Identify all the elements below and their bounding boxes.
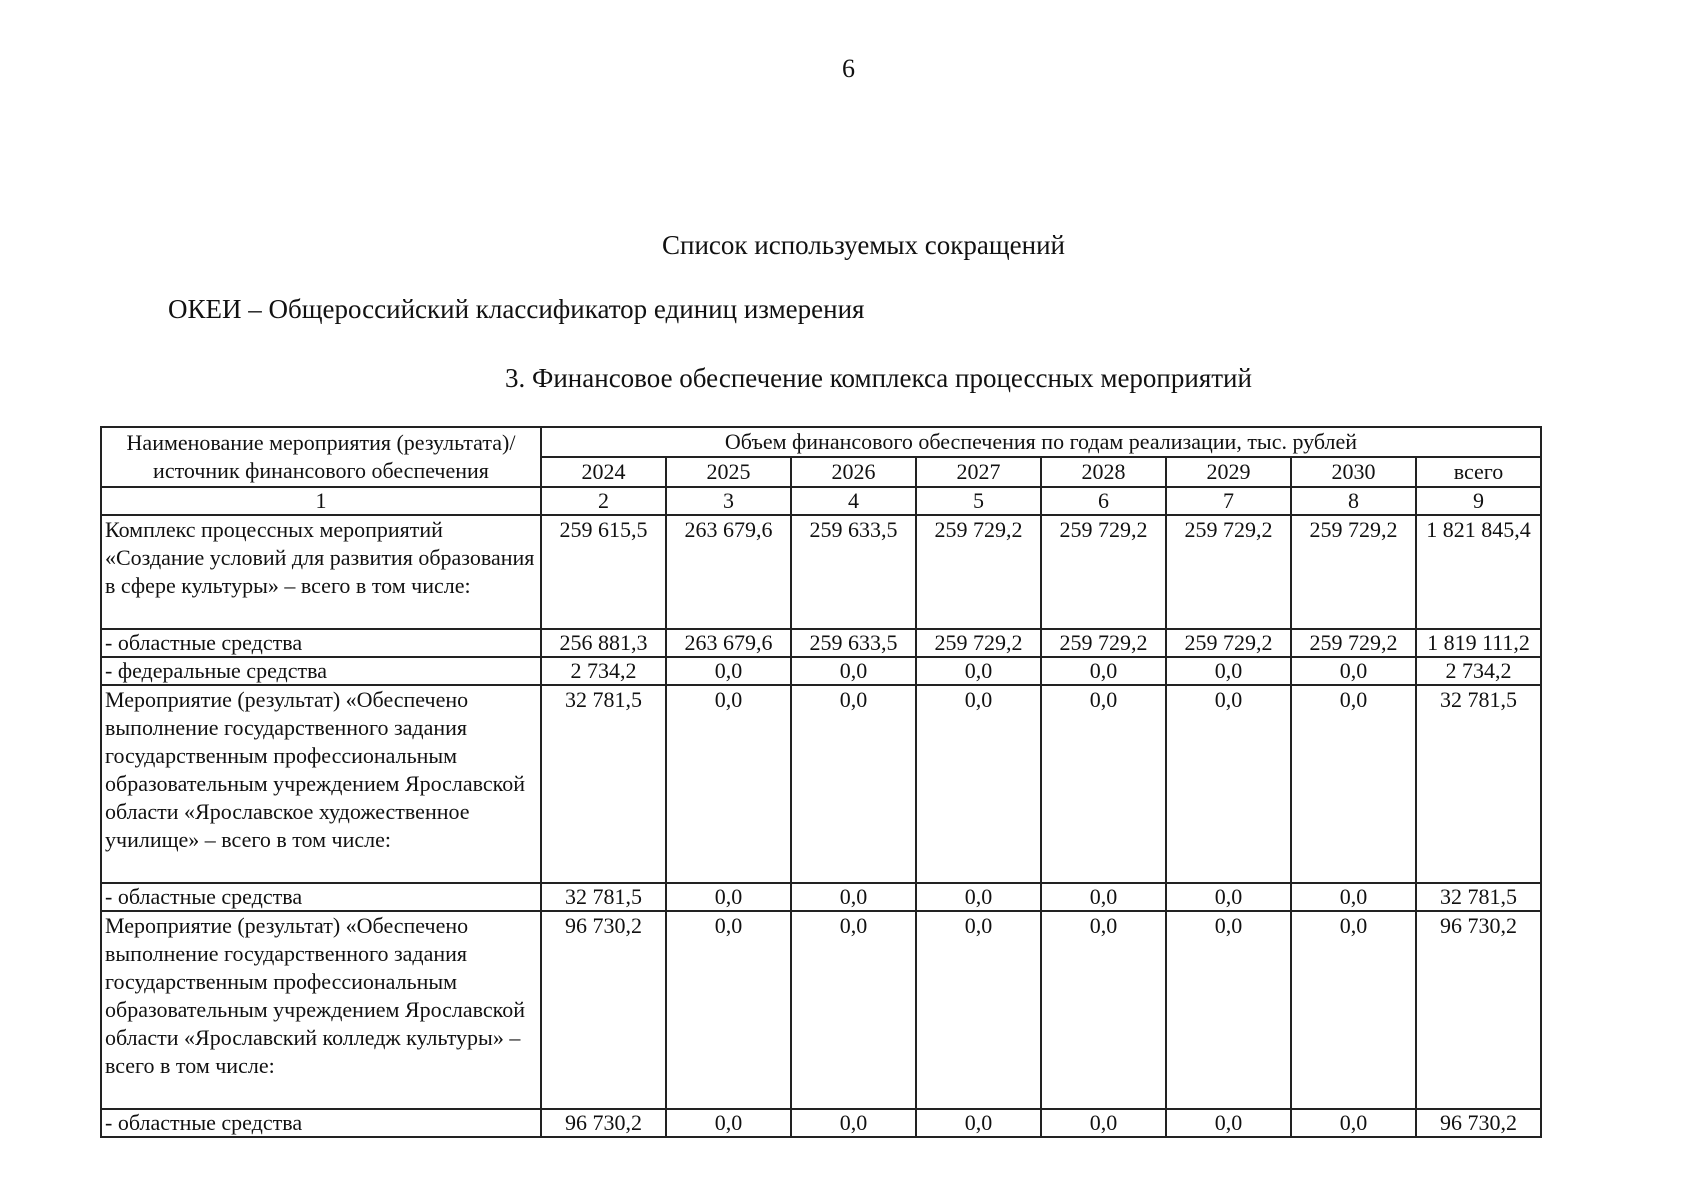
cell-value: 259 729,2 bbox=[1166, 629, 1291, 657]
table-row bbox=[101, 685, 1541, 883]
header-year: 2028 bbox=[1041, 457, 1166, 487]
cell-value: 0,0 bbox=[1041, 883, 1166, 911]
cell-value: 259 729,2 bbox=[1041, 629, 1166, 657]
column-number: 9 bbox=[1416, 487, 1541, 515]
cell-value: 0,0 bbox=[1166, 657, 1291, 685]
column-number: 3 bbox=[666, 487, 791, 515]
cell-value: 0,0 bbox=[1041, 1109, 1166, 1137]
cell-value: 259 729,2 bbox=[1166, 515, 1291, 629]
column-number: 5 bbox=[916, 487, 1041, 515]
cell-value: 32 781,5 bbox=[541, 883, 666, 911]
cell-value: 96 730,2 bbox=[541, 911, 666, 1109]
header-total: всего bbox=[1416, 457, 1541, 487]
cell-value: 0,0 bbox=[791, 1109, 916, 1137]
header-year: 2027 bbox=[916, 457, 1041, 487]
cell-value: 0,0 bbox=[916, 1109, 1041, 1137]
page-number: 6 bbox=[842, 54, 855, 83]
row-name: Комплекс процессных мероприятий «Создание условий для развития образования в сфере культуры» – всего в том числе: bbox=[101, 515, 541, 629]
cell-value: 0,0 bbox=[791, 883, 916, 911]
cell-total: 32 781,5 bbox=[1416, 685, 1541, 883]
financing-table bbox=[100, 426, 1542, 1138]
header-name: Наименование мероприятия (результата)/ источник финансового обеспечения bbox=[101, 427, 541, 487]
column-number: 8 bbox=[1291, 487, 1416, 515]
row-name: - областные средства bbox=[101, 1109, 541, 1137]
header-year: 2026 bbox=[791, 457, 916, 487]
cell-value: 259 615,5 bbox=[541, 515, 666, 629]
header-year: 2030 bbox=[1291, 457, 1416, 487]
cell-value: 0,0 bbox=[1166, 911, 1291, 1109]
cell-value: 0,0 bbox=[1291, 1109, 1416, 1137]
row-name: Мероприятие (результат) «Обеспечено выполнение государственного задания государственным профессиональным образовательным учреждением Ярославской области «Ярославское художественное училище» – всего в том числе: bbox=[101, 685, 541, 883]
column-number: 4 bbox=[791, 487, 916, 515]
table-row bbox=[101, 1109, 1541, 1137]
cell-value: 0,0 bbox=[1041, 657, 1166, 685]
cell-value: 2 734,2 bbox=[541, 657, 666, 685]
cell-value: 259 729,2 bbox=[1041, 515, 1166, 629]
cell-value: 0,0 bbox=[666, 1109, 791, 1137]
cell-value: 0,0 bbox=[666, 911, 791, 1109]
column-number: 1 bbox=[101, 487, 541, 515]
cell-total: 96 730,2 bbox=[1416, 911, 1541, 1109]
cell-value: 256 881,3 bbox=[541, 629, 666, 657]
abbreviation-item: ОКЕИ – Общероссийский классификатор единиц измерения bbox=[168, 294, 865, 324]
cell-value: 263 679,6 bbox=[666, 515, 791, 629]
cell-value: 0,0 bbox=[666, 657, 791, 685]
cell-value: 96 730,2 bbox=[541, 1109, 666, 1137]
cell-value: 0,0 bbox=[916, 883, 1041, 911]
table-row bbox=[101, 883, 1541, 911]
cell-value: 0,0 bbox=[791, 911, 916, 1109]
cell-value: 0,0 bbox=[916, 657, 1041, 685]
cell-value: 0,0 bbox=[916, 911, 1041, 1109]
cell-total: 1 821 845,4 bbox=[1416, 515, 1541, 629]
table-row bbox=[101, 657, 1541, 685]
cell-value: 0,0 bbox=[1166, 1109, 1291, 1137]
row-name: - областные средства bbox=[101, 883, 541, 911]
cell-value: 0,0 bbox=[1291, 657, 1416, 685]
cell-value: 259 633,5 bbox=[791, 629, 916, 657]
cell-value: 0,0 bbox=[1291, 911, 1416, 1109]
header-year: 2025 bbox=[666, 457, 791, 487]
cell-value: 0,0 bbox=[1166, 685, 1291, 883]
cell-value: 263 679,6 bbox=[666, 629, 791, 657]
cell-value: 259 729,2 bbox=[916, 515, 1041, 629]
cell-value: 259 729,2 bbox=[916, 629, 1041, 657]
table-row bbox=[101, 515, 1541, 629]
cell-value: 0,0 bbox=[666, 685, 791, 883]
cell-value: 32 781,5 bbox=[541, 685, 666, 883]
header-year: 2029 bbox=[1166, 457, 1291, 487]
cell-value: 0,0 bbox=[1291, 685, 1416, 883]
cell-value: 0,0 bbox=[791, 685, 916, 883]
cell-total: 1 819 111,2 bbox=[1416, 629, 1541, 657]
row-name: Мероприятие (результат) «Обеспечено выполнение государственного задания государственным профессиональным образовательным учреждением Ярославской области «Ярославский колледж культуры» – всего в том числе: bbox=[101, 911, 541, 1109]
header-volume: Объем финансового обеспечения по годам реализации, тыс. рублей bbox=[541, 427, 1541, 457]
cell-total: 2 734,2 bbox=[1416, 657, 1541, 685]
cell-value: 259 729,2 bbox=[1291, 629, 1416, 657]
cell-value: 0,0 bbox=[1041, 685, 1166, 883]
table-row bbox=[101, 911, 1541, 1109]
cell-value: 0,0 bbox=[791, 657, 916, 685]
cell-value: 0,0 bbox=[1166, 883, 1291, 911]
row-name: - федеральные средства bbox=[101, 657, 541, 685]
cell-total: 96 730,2 bbox=[1416, 1109, 1541, 1137]
abbreviations-title: Список используемых сокращений bbox=[662, 230, 1065, 260]
cell-value: 0,0 bbox=[666, 883, 791, 911]
cell-value: 259 729,2 bbox=[1291, 515, 1416, 629]
column-number: 2 bbox=[541, 487, 666, 515]
column-number: 7 bbox=[1166, 487, 1291, 515]
header-year: 2024 bbox=[541, 457, 666, 487]
column-number: 6 bbox=[1041, 487, 1166, 515]
cell-total: 32 781,5 bbox=[1416, 883, 1541, 911]
cell-value: 0,0 bbox=[1291, 883, 1416, 911]
cell-value: 0,0 bbox=[916, 685, 1041, 883]
table-row bbox=[101, 629, 1541, 657]
section-title: 3. Финансовое обеспечение комплекса процессных мероприятий bbox=[505, 363, 1252, 393]
cell-value: 0,0 bbox=[1041, 911, 1166, 1109]
cell-value: 259 633,5 bbox=[791, 515, 916, 629]
row-name: - областные средства bbox=[101, 629, 541, 657]
